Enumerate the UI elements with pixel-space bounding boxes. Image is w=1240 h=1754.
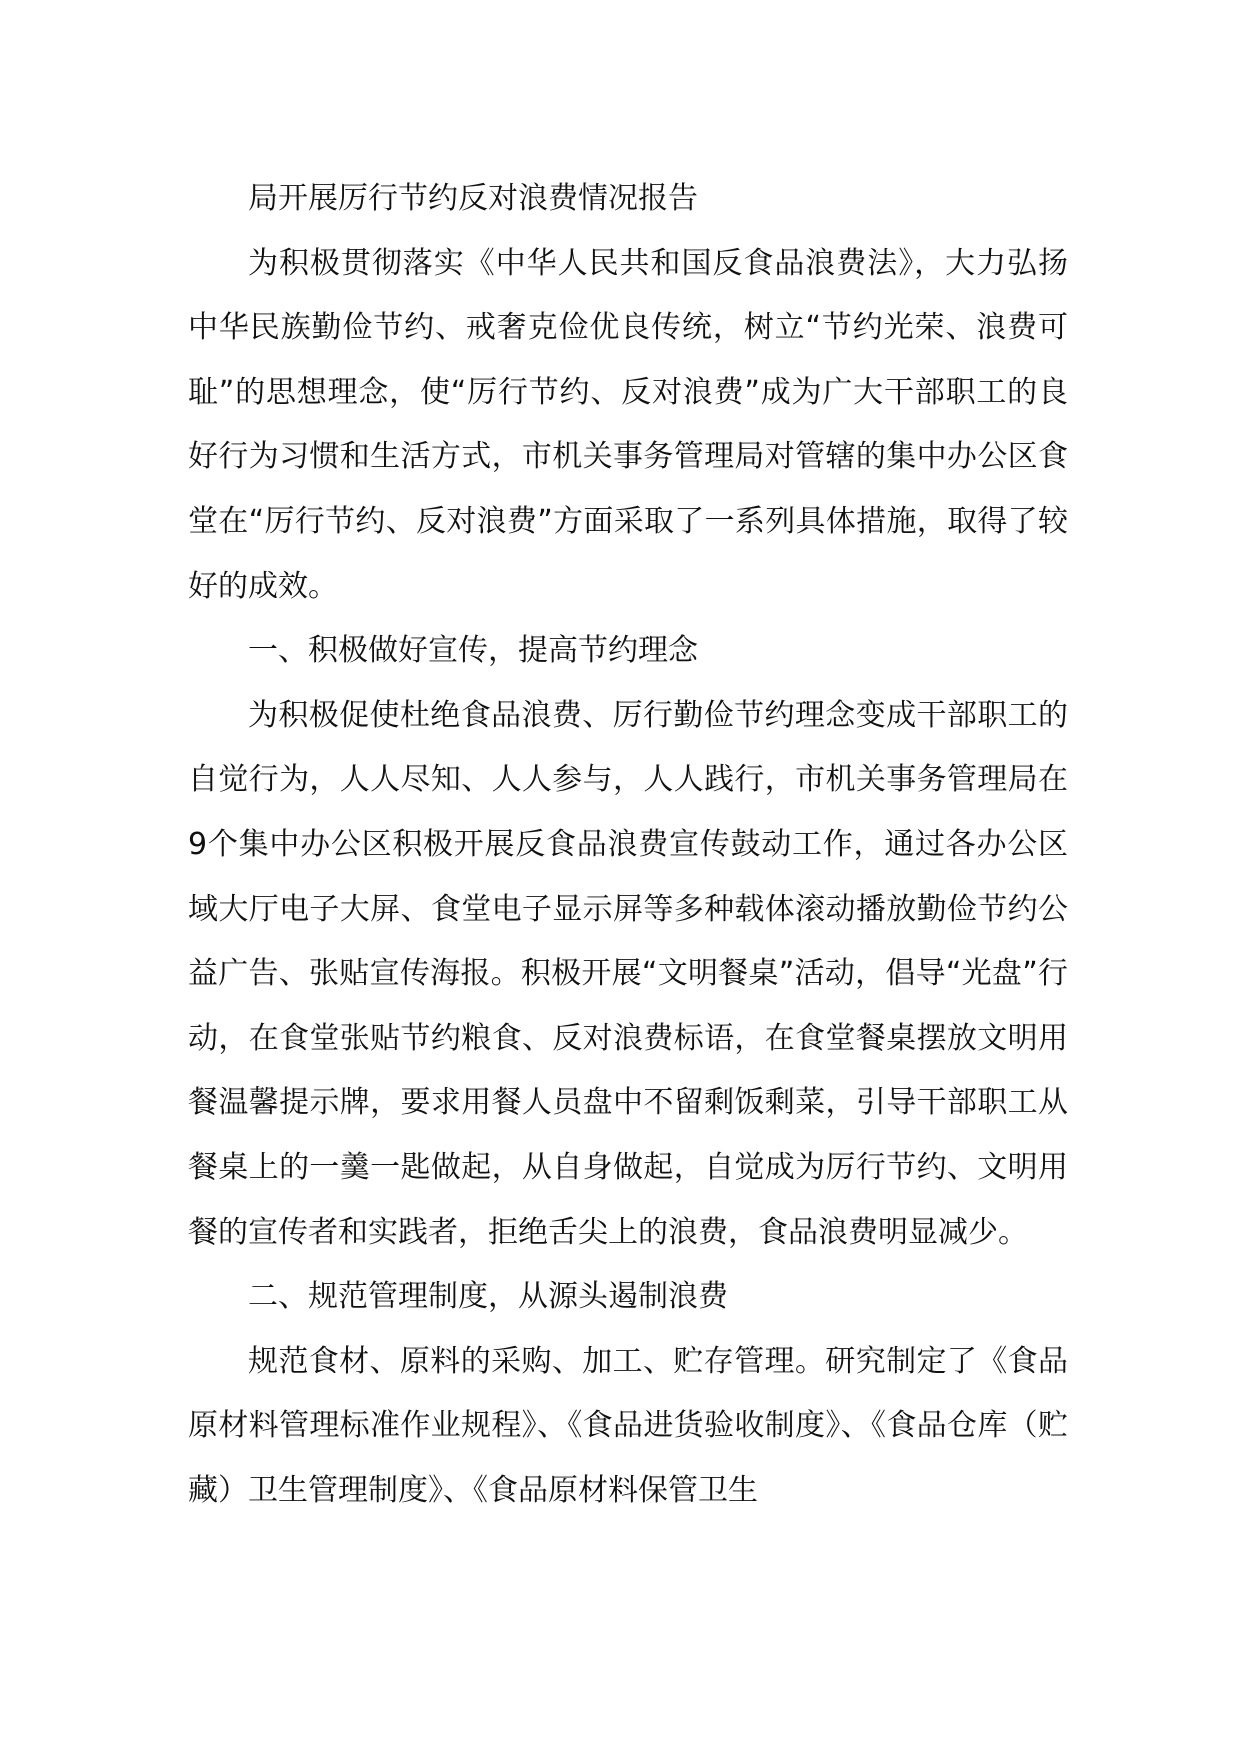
document-body (188, 167, 1068, 1523)
body-paragraph-intro: 为积极贯彻落实《中华人民共和国反食品浪费法》，大力弘扬中华民族勤俭节约、戒奢克俭优良传统，树立“节约光荣、浪费可耻”的思想理念，使“厉行节约、反对浪费”成为广大干部职工的良好行为习惯和生活方式，市机关事务管理局对管辖的集中办公区食堂在“厉行节约、反对浪费”方面采取了一系列具体措施，取得了较好的成效。 (188, 245, 1068, 604)
document-title: 局开展厉行节约反对浪费情况报告 (248, 181, 698, 216)
body-paragraph-section-2: 规范食材、原料的采购、加工、贮存管理。研究制定了《食品原材料管理标准作业规程》、《食品进货验收制度》、《食品仓库（贮藏）卫生管理制度》、《食品原材料保管卫生 (188, 1343, 1068, 1508)
section-heading-1: 一、积极做好宣传，提高节约理念 (248, 633, 698, 669)
section-heading-2: 二、规范管理制度，从源头遏制浪费 (248, 1279, 728, 1315)
body-paragraph-section-1: 为积极促使杜绝食品浪费、厉行勤俭节约理念变成干部职工的自觉行为，人人尽知、人人参与，人人践行，市机关事务管理局在9个集中办公区积极开展反食品浪费宣传鼓动工作，通过各办公区域大厅电子大屏、食堂电子显示屏等多种载体滚动播放勤俭节约公益广告、张贴宣传海报。积极开展“文明餐桌”活动，倡导“光盘”行动，在食堂张贴节约粮食、反对浪费标语，在食堂餐桌摆放文明用餐温馨提示牌，要求用餐人员盘中不留剩饭剩菜，引导干部职工从餐桌上的一羹一匙做起，从自身做起，自觉成为厉行节约、文明用餐的宣传者和实践者，拒绝舌尖上的浪费，食品浪费明显减少。 (188, 697, 1068, 1250)
